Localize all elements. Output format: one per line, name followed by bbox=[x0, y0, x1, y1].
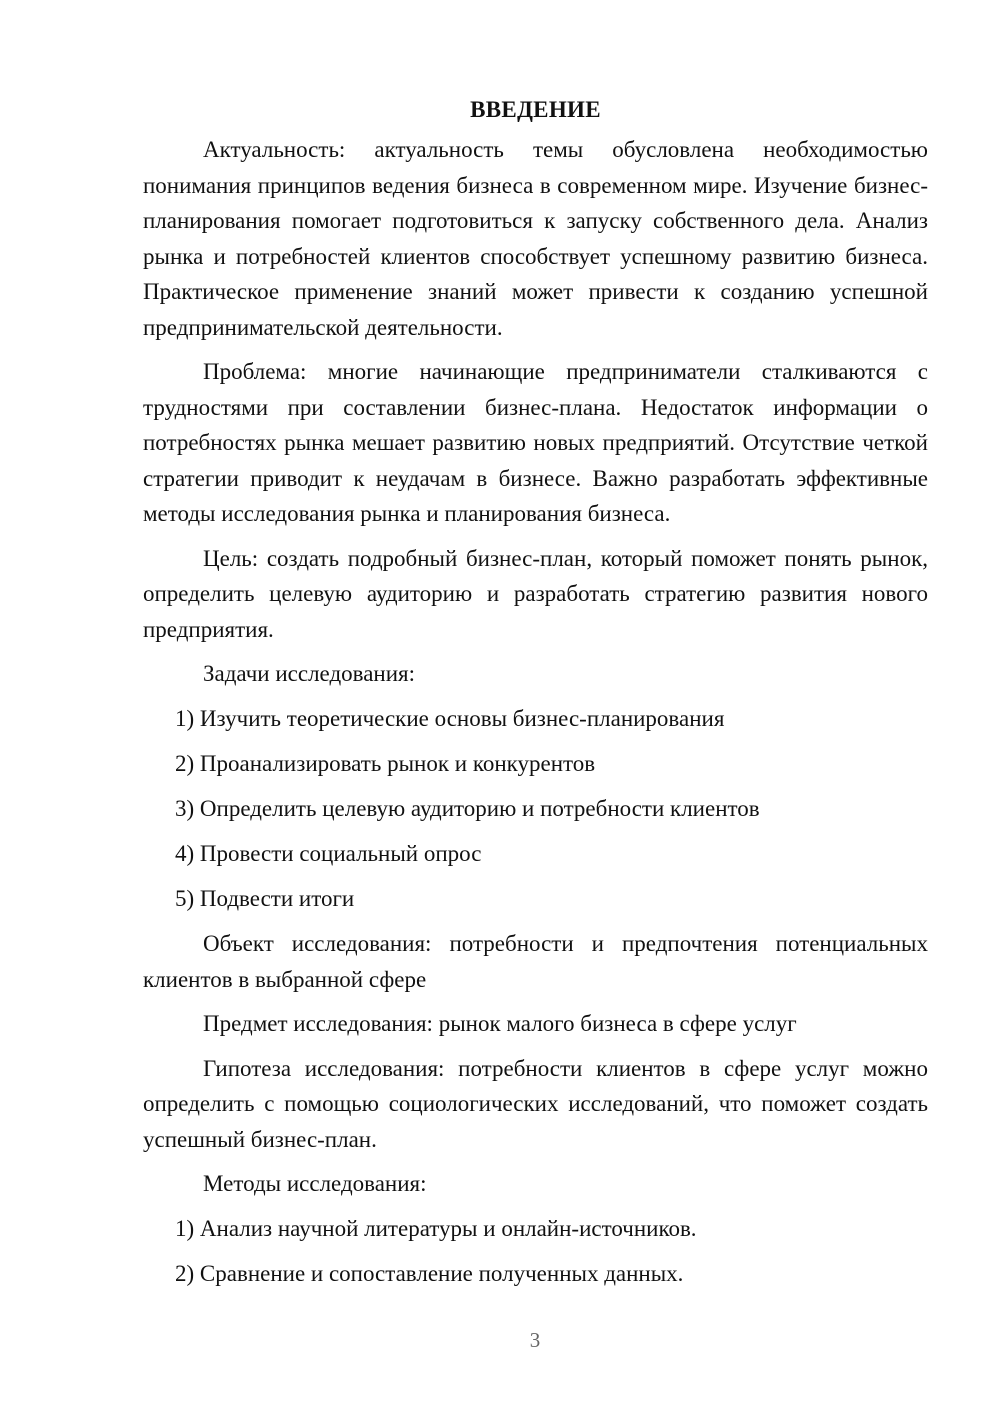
method-item: 1) Анализ научной литературы и онлайн-источников. bbox=[175, 1216, 697, 1241]
method-item: 2) Сравнение и сопоставление полученных данных. bbox=[175, 1261, 684, 1286]
task-item: 5) Подвести итоги bbox=[175, 886, 355, 911]
relevance-paragraph: Актуальность: актуальность темы обусловлена необходимостью понимания принципов ведения бизнеса в современном мире. Изучение бизнес-планирования помогает подготовиться к запуску собственного дела. Анализ рынка и потребностей клиентов способствует успешному развитию бизнеса. Практическое применение знаний может привести к созданию успешной предпринимательской деятельности. bbox=[143, 137, 928, 340]
tasks-heading: Задачи исследования: bbox=[203, 661, 416, 686]
task-item: 2) Проанализировать рынок и конкурентов bbox=[175, 751, 596, 776]
object-paragraph: Объект исследования: потребности и предпочтения потенциальных клиентов в выбранной сфере bbox=[143, 931, 928, 992]
task-item: 4) Провести социальный опрос bbox=[175, 841, 482, 866]
page-content bbox=[143, 92, 928, 1301]
task-item: 1) Изучить теоретические основы бизнес-планирования bbox=[175, 706, 725, 731]
goal-paragraph: Цель: создать подробный бизнес-план, который поможет понять рынок, определить целевую аудиторию и разработать стратегию развития нового предприятия. bbox=[143, 545, 928, 642]
methods-heading: Методы исследования: bbox=[203, 1171, 427, 1196]
hypothesis-paragraph: Гипотеза исследования: потребности клиентов в сфере услуг можно определить с помощью социологических исследований, что поможет создать успешный бизнес-план. bbox=[143, 1055, 928, 1152]
page-number: 3 bbox=[529, 1328, 541, 1352]
task-item: 3) Определить целевую аудиторию и потребности клиентов bbox=[175, 796, 760, 821]
problem-paragraph: Проблема: многие начинающие предприниматели сталкиваются с трудностями при составлении бизнес-плана. Недостаток информации о потребностях рынка мешает развитию новых предприятий. Отсутствие четкой стратегии приводит к неудачам в бизнесе. Важно разработать эффективные методы исследования рынка и планирования бизнеса. bbox=[143, 359, 928, 526]
subject-paragraph: Предмет исследования: рынок малого бизнеса в сфере услуг bbox=[203, 1011, 797, 1036]
page-title: ВВЕДЕНИЕ bbox=[470, 97, 601, 122]
